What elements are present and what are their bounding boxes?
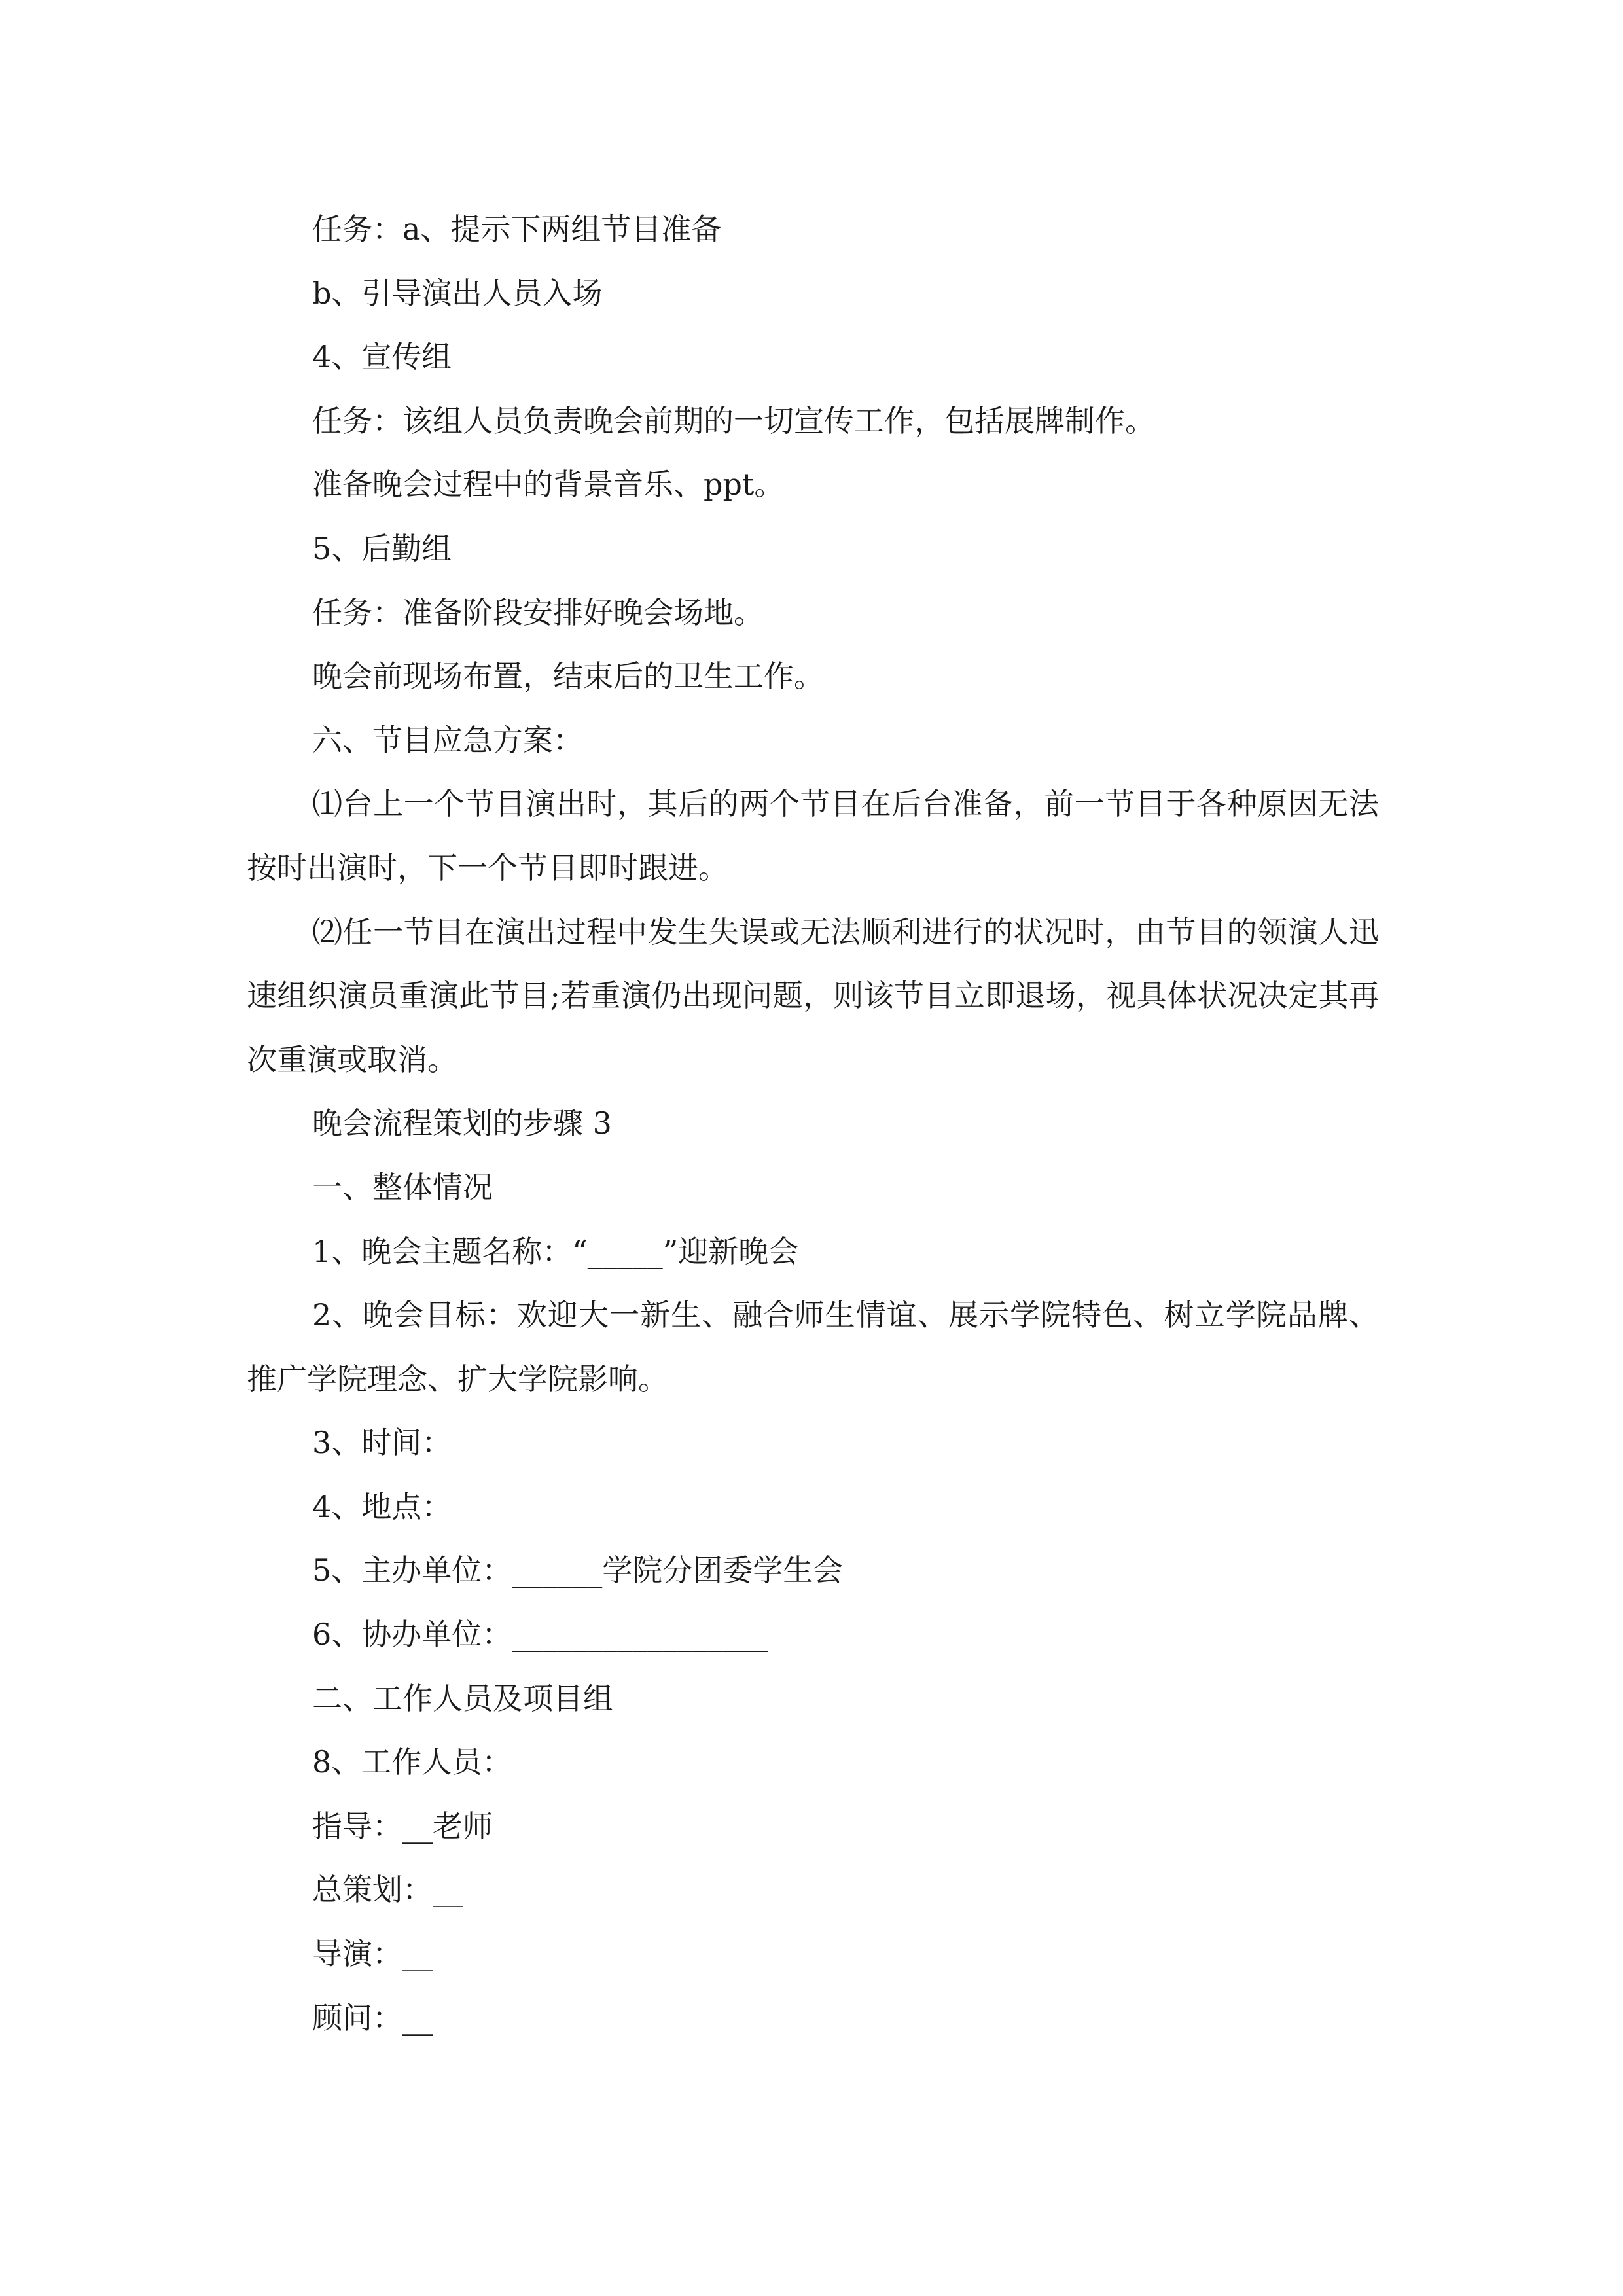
section-heading: 二、工作人员及项目组 xyxy=(312,1680,613,1716)
paragraph: 指导：__老师 xyxy=(312,1808,493,1844)
paragraph: ⑴台上一个节目演出时，其后的两个节目在后台准备，前一节目于各种原因无法按时出演时，下一个节目即时跟进。 xyxy=(247,786,1379,886)
section-heading: 一、整体情况 xyxy=(312,1169,493,1205)
paragraph: 3、时间： xyxy=(312,1425,452,1461)
paragraph: 任务：a、提示下两组节目准备 xyxy=(312,211,722,247)
paragraph: 任务：准备阶段安排好晚会场地。 xyxy=(312,594,764,630)
paragraph: 4、地点： xyxy=(312,1488,452,1524)
section-heading: 5、后勤组 xyxy=(312,530,452,566)
document-body xyxy=(247,198,1379,2050)
paragraph: 总策划：__ xyxy=(312,1872,463,1908)
section-heading: 六、节目应急方案： xyxy=(312,722,583,758)
paragraph: 任务：该组人员负责晚会前期的一切宣传工作，包括展牌制作。 xyxy=(312,403,1155,439)
paragraph: 1、晚会主题名称：“_____”迎新晚会 xyxy=(312,1233,799,1269)
paragraph: 顾问：__ xyxy=(312,2000,433,2036)
paragraph: ⑵任一节目在演出过程中发生失误或无法顺利进行的状况时，由节目的领演人迅速组织演员重演此节目;若重演仍出现问题，则该节目立即退场，视具体状况决定其再次重演或取消。 xyxy=(247,914,1379,1077)
paragraph: 导演：__ xyxy=(312,1936,433,1972)
paragraph: 晚会前现场布置，结束后的卫生工作。 xyxy=(312,658,824,694)
section-title: 晚会流程策划的步骤 3 xyxy=(312,1105,612,1141)
paragraph: 8、工作人员： xyxy=(312,1744,512,1780)
paragraph: 准备晚会过程中的背景音乐、ppt。 xyxy=(312,467,785,503)
paragraph: 6、协办单位：_________________ xyxy=(312,1617,768,1653)
paragraph: 2、晚会目标：欢迎大一新生、融合师生情谊、展示学院特色、树立学院品牌、推广学院理念、扩大学院影响。 xyxy=(247,1297,1379,1397)
paragraph: b、引导演出人员入场 xyxy=(312,275,603,311)
paragraph: 5、主办单位：______学院分团委学生会 xyxy=(312,1552,844,1588)
section-heading: 4、宣传组 xyxy=(312,339,452,375)
